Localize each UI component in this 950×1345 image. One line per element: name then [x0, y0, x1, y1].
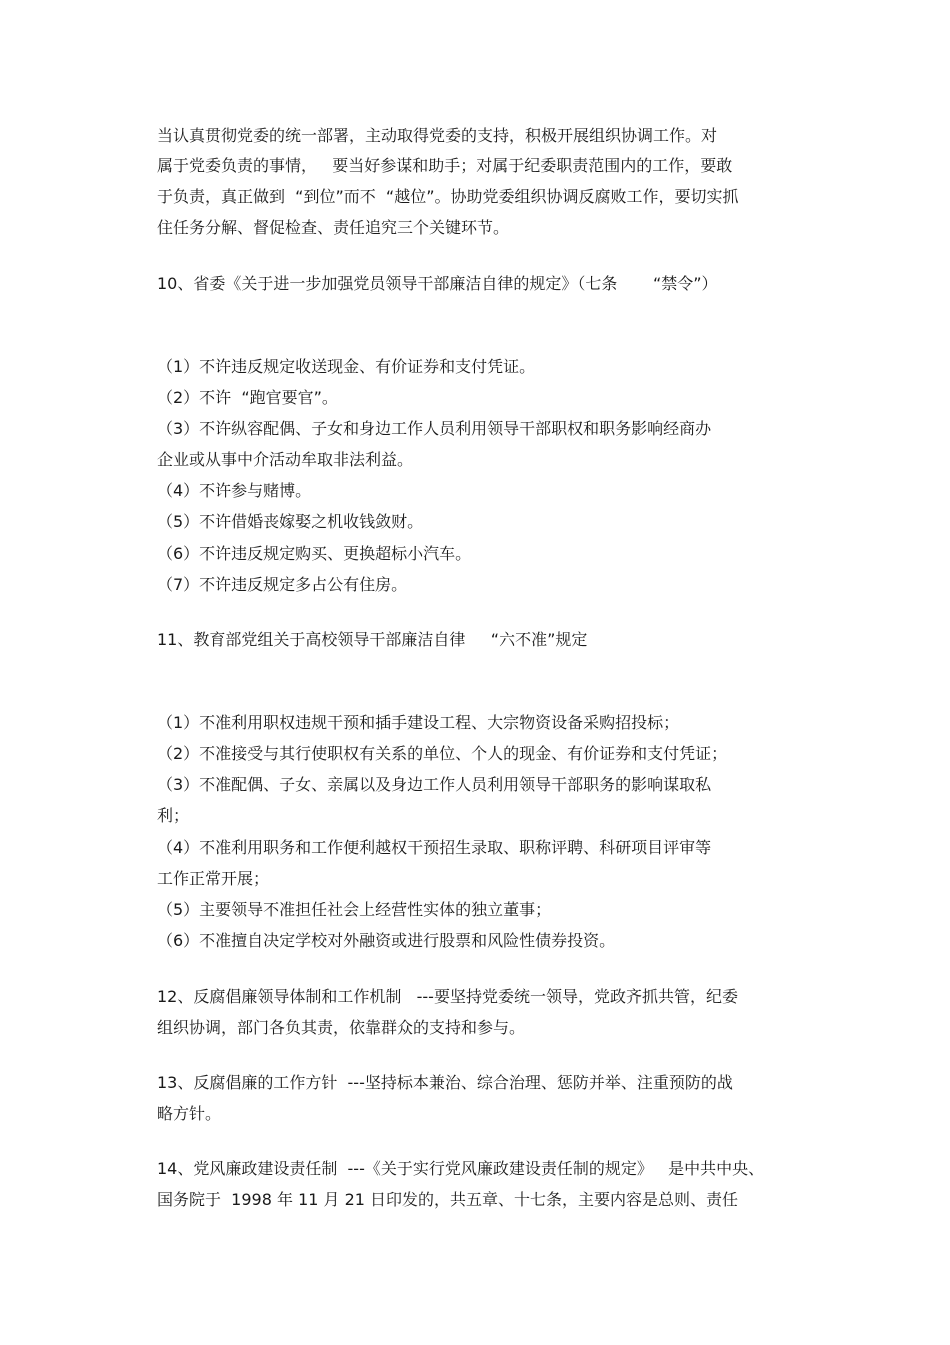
list-item: （4）不许参与赌博。: [157, 481, 312, 500]
list-item: （6）不准擅自决定学校对外融资或进行股票和风险性债券投资。: [157, 931, 616, 950]
paragraph-line: 住任务分解、督促检查、责任追究三个关键环节。: [157, 218, 510, 237]
section-heading-11: 11、教育部党组关于高校领导干部廉洁自律 “六不准”规定: [157, 630, 588, 649]
list-item-continuation: 工作正常开展；: [157, 869, 270, 888]
paragraph-line: 属于党委负责的事情， 要当好参谋和助手；对属于纪委职责范围内的工作，要敢: [157, 156, 733, 175]
paragraph-line: 国务院于 1998 年 11 月 21 日印发的，共五章、十七条，主要内容是总则、责任: [157, 1190, 739, 1209]
section-heading-14: 14、党风廉政建设责任制 ---《关于实行党风廉政建设责任制的规定》 是中共中央、: [157, 1159, 765, 1178]
paragraph-line: 当认真贯彻党委的统一部署，主动取得党委的支持，积极开展组织协调工作。对: [157, 126, 718, 145]
section-heading-10: 10、省委《关于进一步加强党员领导干部廉洁自律的规定》（七条 “禁令”）: [157, 274, 718, 293]
list-item: （7）不许违反规定多占公有住房。: [157, 575, 408, 594]
list-item: （1）不准利用职权违规干预和插手建设工程、大宗物资设备采购招投标；: [157, 713, 680, 732]
list-item: （5）不许借婚丧嫁娶之机收钱敛财。: [157, 512, 424, 531]
list-item: （2）不许 “跑官要官”。: [157, 388, 338, 407]
paragraph-line: 组织协调，部门各负其责，依靠群众的支持和参与。: [157, 1018, 526, 1037]
list-item: （3）不许纵容配偶、子女和身边工作人员利用领导干部职权和职务影响经商办: [157, 419, 712, 438]
list-item: （6）不许违反规定购买、更换超标小汽车。: [157, 544, 472, 563]
list-item: （1）不许违反规定收送现金、有价证券和支付凭证。: [157, 357, 536, 376]
paragraph-line: 略方针。: [157, 1104, 222, 1123]
section-heading-13: 13、反腐倡廉的工作方针 ---坚持标本兼治、综合治理、惩防并举、注重预防的战: [157, 1073, 733, 1092]
list-item-continuation: 企业或从事中介活动牟取非法利益。: [157, 450, 414, 469]
list-item: （3）不准配偶、子女、亲属以及身边工作人员利用领导干部职务的影响谋取私: [157, 775, 712, 794]
list-item-continuation: 利；: [157, 806, 190, 825]
list-item: （5）主要领导不准担任社会上经营性实体的独立董事；: [157, 900, 552, 919]
section-heading-12: 12、反腐倡廉领导体制和工作机制 ---要坚持党委统一领导，党政齐抓共管，纪委: [157, 987, 738, 1006]
list-item: （4）不准利用职务和工作便利越权干预招生录取、职称评聘、科研项目评审等: [157, 838, 712, 857]
paragraph-line: 于负责，真正做到 “到位”而不 “越位”。协助党委组织协调反腐败工作，要切实抓: [157, 187, 739, 206]
list-item: （2）不准接受与其行使职权有关系的单位、个人的现金、有价证券和支付凭证；: [157, 744, 728, 763]
